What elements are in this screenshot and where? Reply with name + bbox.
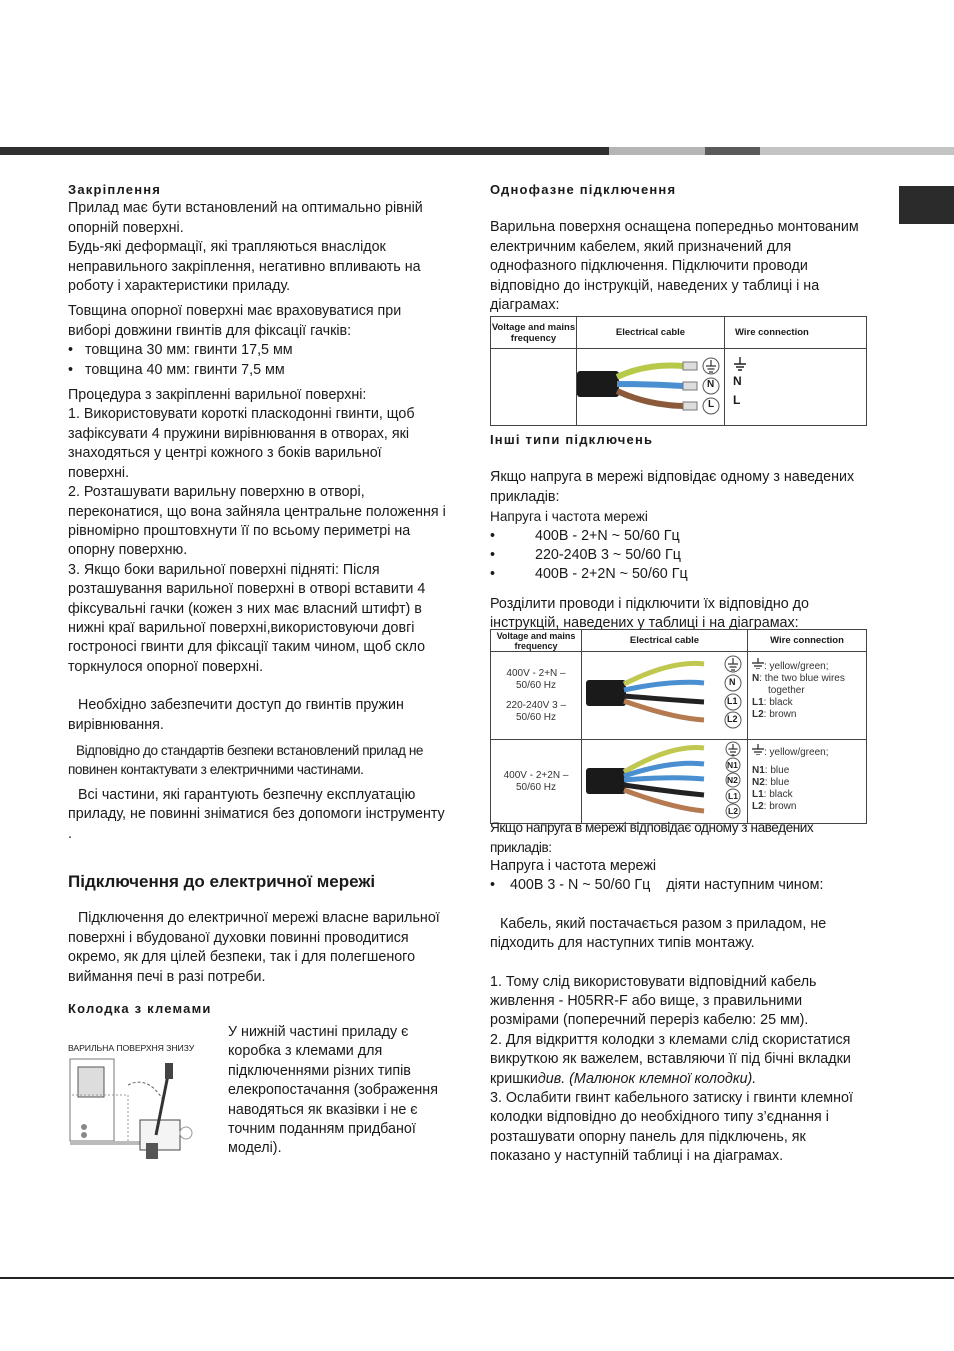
mains-label-2: Напруга і частота мережі	[490, 858, 657, 874]
parts-note: Всі частини, які гарантують безпечну експлуатацію приладу, не повинні зніматися без допомоги інструменту .	[68, 786, 445, 842]
language-tab-marker	[899, 186, 954, 224]
cable-label: N1	[727, 760, 738, 770]
single-phase-heading: Однофазне підключення	[490, 182, 677, 197]
voltage-option: 400V - 2+N – 50/60 Hz	[506, 667, 566, 691]
inset-caption: ВАРИЛЬНА ПОВЕРХНЯ ЗНИЗУ	[68, 1043, 195, 1053]
wire-line: N: the two blue wires	[752, 673, 845, 684]
table-header: Electrical cable	[577, 317, 725, 349]
list-item: • 220-240В 3 ~ 50/60 Гц	[490, 547, 681, 564]
procedure-step-2: 2. Розташувати варильну поверхню в отворі, переконатися, що вона зайняла центральне положення і рівномірно проштовхнути її по всьому периметрі на опорну поверхню.	[68, 484, 446, 559]
other-types-paragraph: Якщо напруга в мережі відповідає одному з наведених прикладів:	[490, 469, 855, 505]
procedure-step-3: 3. Якщо боки варильної поверхні підняті: Після розташування варильної поверхні в отворі вставити 4 фіксувальні гачки (кожен з них має власний штифт) в нижні краї варильної поверхні,використовуючи довгі гостроносі гвинти для фіксації таким чином, щоб скло торкнулося опорної поверхні.	[68, 561, 426, 675]
wire-line: N2: blue	[752, 777, 790, 788]
right-column-bottom	[490, 818, 868, 1167]
terminal-paragraph: У нижній частині приладу є коробка з клемами для підключеннями різних типів елекропостачання (зображення наводяться як вказівки і не є точним поданням придбаної моделі).	[228, 1024, 438, 1157]
access-note: Необхідно забезпечити доступ до гвинтів пружин вирівнювання.	[68, 697, 404, 733]
table-cell	[491, 652, 582, 740]
table-cell	[582, 652, 748, 740]
wire-line: L1: black	[752, 789, 793, 800]
step-2: 2. Для відкриття колодки з клемами слід скористатися викруткою як важелем, вставляючи її під бічні вкладки кришкидив. (Малюнок клемної колодки).	[490, 1031, 851, 1087]
electrical-heading: Підключення до електричної мережі	[68, 872, 376, 891]
cable-label: L1	[727, 696, 738, 706]
header-bar-light	[609, 147, 705, 155]
wire-label: L	[733, 393, 741, 407]
ground-icon	[733, 357, 747, 371]
footer-rule	[0, 1277, 954, 1279]
cable-illustration	[577, 349, 724, 422]
fixing-paragraph-3: Товщина опорної поверхні має враховуватися при виборі довжини гвинтів для фіксації гачків:	[68, 303, 402, 339]
wire-line: : yellow/green;	[752, 658, 866, 673]
cable-label: N	[707, 379, 715, 390]
wire-line: L2: brown	[752, 709, 797, 720]
cable-label: N2	[727, 775, 738, 785]
step-3: 3. Ослабити гвинт кабельного затиску і гвинти клемної колодки відповідно до необхідного типу з’єднання і розташувати опорну панель для підключень, як показано у наступній таблиці і на діаграмах.	[490, 1090, 853, 1165]
multi-phase-table	[490, 629, 867, 824]
table-cell	[577, 349, 725, 426]
list-item: • 400В - 2+N ~ 50/60 Гц	[490, 527, 680, 544]
ground-icon	[752, 744, 764, 755]
cable-label: N	[729, 677, 736, 687]
if-voltage-paragraph: Якщо напруга в мережі відповідає одному з наведених прикладів:	[490, 820, 814, 855]
cable-label: L	[708, 399, 715, 410]
list-item: • 400В 3 - N ~ 50/60 Гц діяти наступним чином:	[490, 877, 824, 894]
cable-label: L2	[728, 806, 738, 816]
table-cell	[491, 349, 577, 426]
wire-line: L2: brown	[752, 801, 797, 812]
table-header: Electrical cable	[582, 630, 748, 652]
mains-label: Напруга і частота мережі	[490, 509, 648, 525]
fixing-paragraph-1: Прилад має бути встановлений на оптимально рівній опорній поверхні.	[68, 200, 423, 236]
procedure-step-1: 1. Використовувати короткі пласкодонні гвинти, щоб зафіксувати 4 пружини вирівнювання в отворах, які знаходяться у центрі кожного з боків варильної поверхні.	[68, 406, 415, 481]
table-cell	[725, 349, 867, 426]
wire-label: N	[733, 374, 742, 388]
cable-label: L1	[728, 791, 738, 801]
right-column-mid	[490, 430, 868, 634]
table-header: Voltage and mains frequency	[491, 317, 577, 349]
cable-label: L2	[727, 714, 738, 724]
cable-note: Кабель, який постачається разом з приладом, не підходить для наступних типів монтажу.	[490, 915, 827, 952]
fixing-heading: Закріплення	[68, 182, 162, 197]
table-cell	[748, 652, 867, 740]
cable-illustration	[582, 740, 747, 820]
separate-wires-paragraph: Розділити проводи і підключити їх відповідно до інструкцій, наведених у таблиці і на діаграмах:	[490, 595, 809, 632]
table-header: Wire connection	[748, 630, 867, 652]
list-item: • товщина 40 мм: гвинти 7,5 мм	[68, 361, 285, 378]
fixing-paragraph-2: Будь-які деформації, які трапляються внаслідок неправильного закріплення, негативно впливають на роботу і характеристики приладу.	[68, 239, 421, 295]
table-header: Wire connection	[725, 317, 867, 349]
safety-note: Відповідно до стандартів безпеки встановлений прилад не повинен контактувати з електричними частинами.	[68, 742, 423, 778]
header-bar-light-end	[760, 147, 954, 155]
right-column-top	[490, 180, 868, 315]
table-cell	[582, 740, 748, 824]
terminal-box-illustration	[68, 1055, 210, 1165]
table-header: Voltage and mains frequency	[491, 630, 582, 652]
table-cell	[491, 740, 582, 824]
header-bar-mid	[705, 147, 760, 155]
step-1: 1. Тому слід використовувати відповідний кабель живлення - H05RR-F або вище, з правильними розмірами (поперечний переріз кабелю: 25 мм).	[490, 973, 817, 1029]
voltage-option: 220-240V 3 – 50/60 Hz	[505, 699, 567, 723]
cable-illustration	[582, 652, 747, 736]
terminal-heading: Колодка з клемами	[68, 1001, 212, 1017]
table-cell	[748, 740, 867, 824]
single-phase-paragraph: Варильна поверхня оснащена попередньо монтованим електричним кабелем, який призначений для однофазного підключення. Підключити проводи відповідно до інструкцій, наведених у таблиці і на діаграмах:	[490, 219, 859, 314]
procedure-intro: Процедура з закріпленні варильної поверхні:	[68, 387, 367, 404]
list-item: • товщина 30 мм: гвинти 17,5 мм	[68, 342, 293, 359]
left-column	[68, 180, 446, 1018]
ground-icon	[752, 658, 764, 669]
wire-line: L1: black	[752, 697, 793, 708]
header-bar-dark	[0, 147, 609, 155]
electrical-paragraph: Підключення до електричної мережі власне варильної поверхні і вбудованої духовки повинні проводитися окремо, як для цілей безпеки, так і для полегшеного виймання печі в разі потреби.	[68, 910, 440, 985]
wire-line: N1: blue	[752, 765, 790, 776]
other-types-heading: Інші типи підключень	[490, 432, 654, 447]
voltage-option: 400V - 2+2N – 50/60 Hz	[503, 769, 569, 793]
wire-line: : yellow/green;	[752, 744, 866, 759]
wire-line: together	[768, 685, 805, 696]
list-item: • 400В - 2+2N ~ 50/60 Гц	[490, 566, 688, 583]
single-phase-table	[490, 316, 867, 426]
